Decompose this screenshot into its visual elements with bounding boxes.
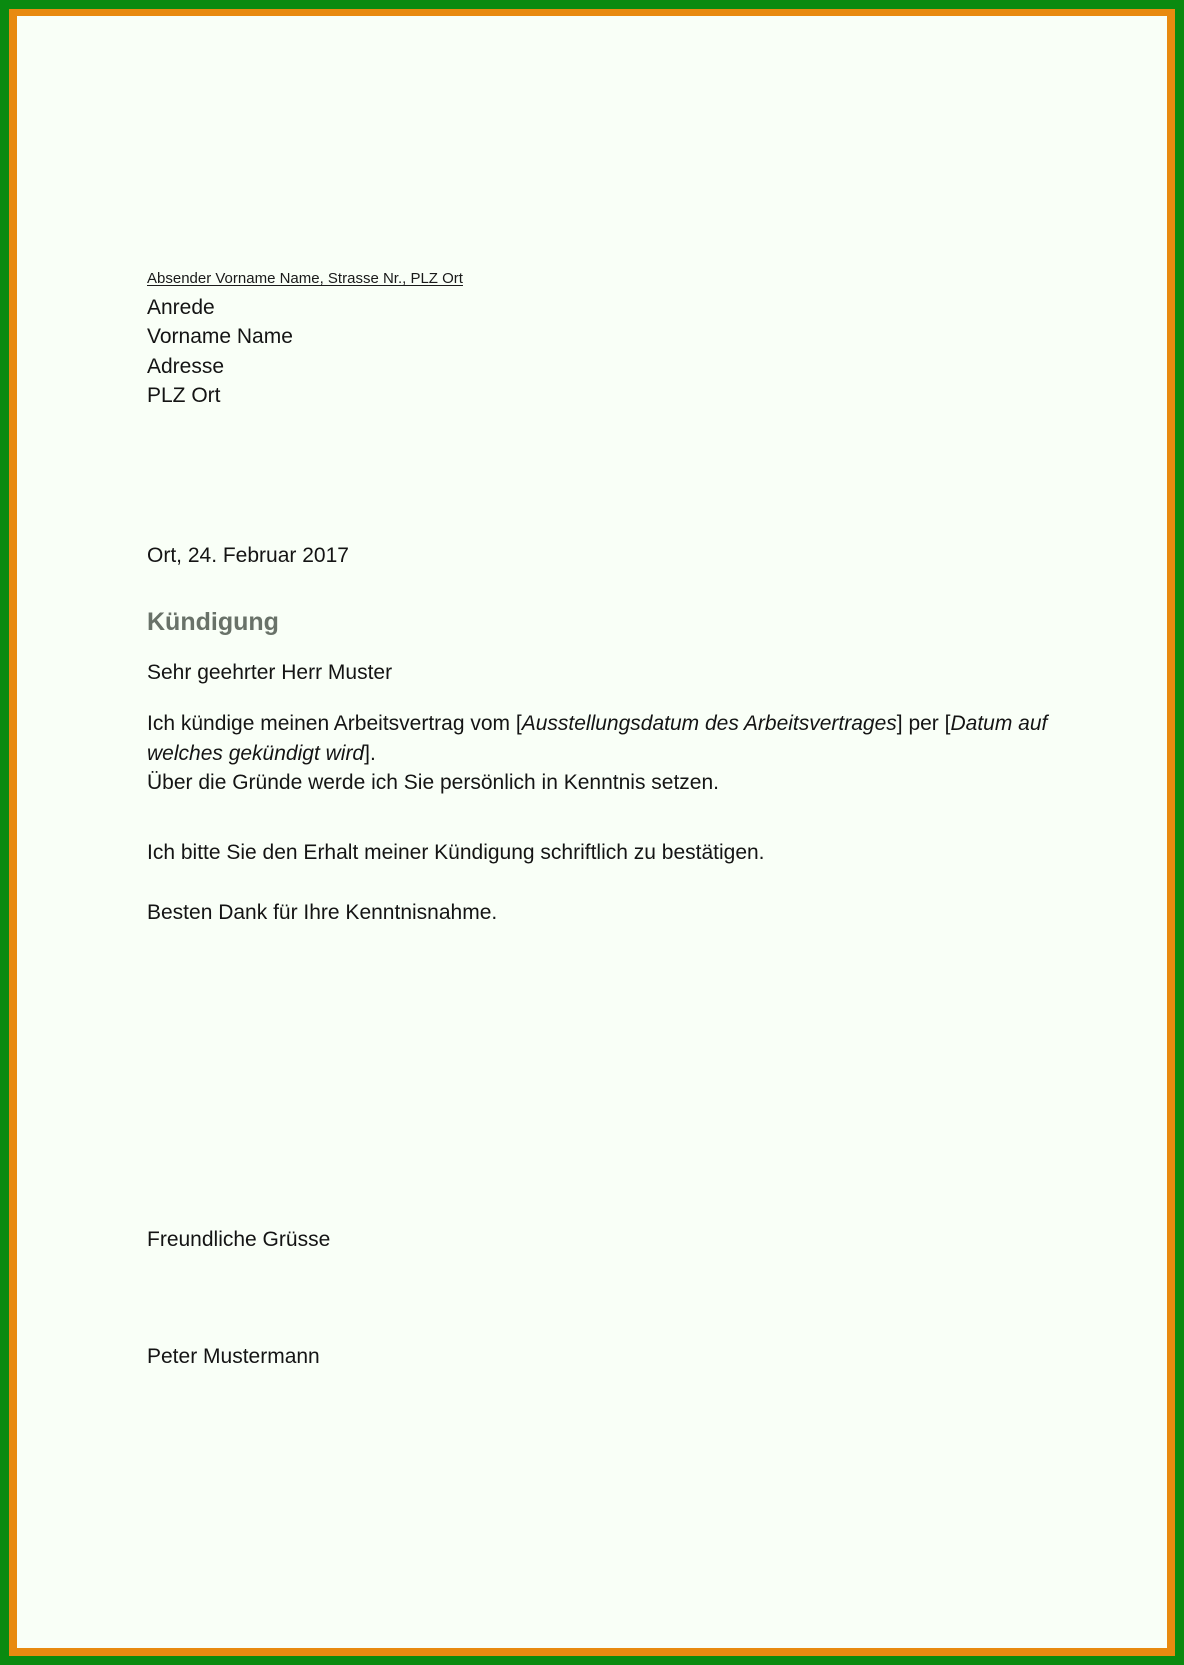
placeholder-termination-date: Datum auf welches gekündigt wird bbox=[147, 712, 1048, 765]
greeting: Sehr geehrter Herr Muster bbox=[147, 661, 393, 684]
closing-line: Freundliche Grüsse bbox=[147, 1228, 331, 1251]
recipient-salutation: Anrede bbox=[147, 296, 215, 319]
body-paragraph-3: Besten Dank für Ihre Kenntnisnahme. bbox=[147, 901, 498, 924]
recipient-city: PLZ Ort bbox=[147, 384, 221, 407]
subject-heading: Kündigung bbox=[147, 608, 279, 636]
sender-line: Absender Vorname Name, Strasse Nr., PLZ Ort bbox=[147, 270, 463, 287]
recipient-name: Vorname Name bbox=[147, 325, 293, 348]
recipient-address: Adresse bbox=[147, 355, 225, 378]
letter-page bbox=[17, 16, 1167, 1648]
placeholder-contract-date: Ausstellungsdatum des Arbeitsvertrages bbox=[521, 712, 897, 735]
body-text: ]. bbox=[364, 741, 376, 765]
signer-name: Peter Mustermann bbox=[147, 1345, 320, 1368]
body-text: ] per [ bbox=[896, 712, 951, 735]
body-text-reasons: Über die Gründe werde ich Sie persönlich in Kenntnis setzen. bbox=[147, 771, 719, 794]
body-paragraph-1 bbox=[147, 709, 1067, 798]
body-text: Ich kündige meinen Arbeitsvertrag vom [ bbox=[147, 712, 522, 735]
date-line: Ort, 24. Februar 2017 bbox=[147, 544, 349, 567]
body-paragraph-2: Ich bitte Sie den Erhalt meiner Kündigung schriftlich zu bestätigen. bbox=[147, 841, 765, 864]
